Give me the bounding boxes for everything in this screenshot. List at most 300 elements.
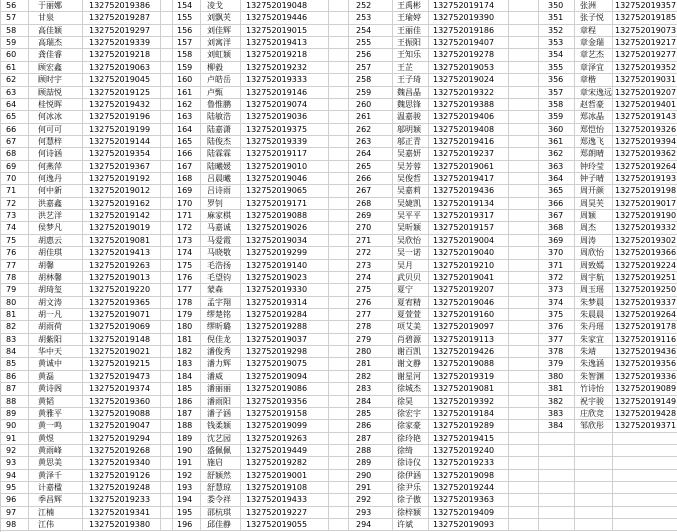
cell-phone[interactable]: 132752019053 <box>429 62 509 74</box>
empty-cell[interactable] <box>539 433 575 445</box>
cell-phone[interactable]: 132752019436 <box>613 346 677 358</box>
empty-cell[interactable] <box>161 235 173 247</box>
empty-cell[interactable] <box>509 87 539 99</box>
cell-phone[interactable]: 132752019415 <box>429 433 509 445</box>
cell-name[interactable]: 周开颜 <box>575 185 613 197</box>
cell-name[interactable]: 邬正青 <box>393 136 429 148</box>
cell-name[interactable]: 陆俊杰 <box>201 136 241 148</box>
cell-name[interactable]: 周宇航 <box>575 272 613 284</box>
empty-cell[interactable] <box>509 148 539 160</box>
cell-index[interactable]: 381 <box>539 383 575 395</box>
cell-phone[interactable]: 132752019289 <box>429 420 509 432</box>
cell-index[interactable]: 86 <box>1 371 29 383</box>
cell-phone[interactable]: 132752019098 <box>429 470 509 482</box>
cell-index[interactable]: 378 <box>539 346 575 358</box>
cell-phone[interactable]: 132752019013 <box>83 272 161 284</box>
empty-cell[interactable] <box>509 408 539 420</box>
cell-name[interactable]: 邵杭琪 <box>201 507 241 519</box>
empty-cell[interactable] <box>161 445 173 457</box>
cell-index[interactable]: 288 <box>349 445 393 457</box>
cell-name[interactable]: 黄思美 <box>29 457 83 469</box>
cell-index[interactable]: 353 <box>539 37 575 49</box>
empty-cell[interactable] <box>329 445 349 457</box>
cell-index[interactable]: 84 <box>1 346 29 358</box>
cell-index[interactable]: 162 <box>173 99 201 111</box>
cell-name[interactable]: 华中天 <box>29 346 83 358</box>
cell-name[interactable]: 邱佳静 <box>201 519 241 531</box>
cell-index[interactable]: 61 <box>1 62 29 74</box>
empty-cell[interactable] <box>161 12 173 24</box>
empty-cell[interactable] <box>329 284 349 296</box>
cell-index[interactable]: 256 <box>349 49 393 61</box>
cell-name[interactable]: 徐尹乐 <box>393 482 429 494</box>
cell-phone[interactable]: 132752019294 <box>83 433 161 445</box>
cell-name[interactable]: 章宋逸远 <box>575 87 613 99</box>
cell-phone[interactable]: 132752019263 <box>241 433 329 445</box>
cell-name[interactable]: 倪佳龙 <box>201 334 241 346</box>
cell-phone[interactable]: 132752019284 <box>241 309 329 321</box>
cell-name[interactable]: 麻家棋 <box>201 210 241 222</box>
empty-cell[interactable] <box>509 99 539 111</box>
cell-phone[interactable]: 132752019240 <box>429 445 509 457</box>
cell-name[interactable]: 章艺杰 <box>575 49 613 61</box>
empty-cell[interactable] <box>329 222 349 234</box>
empty-cell[interactable] <box>509 74 539 86</box>
empty-cell[interactable] <box>329 25 349 37</box>
empty-cell[interactable] <box>329 185 349 197</box>
cell-phone[interactable]: 132752019360 <box>83 396 161 408</box>
cell-phone[interactable]: 132752019352 <box>613 62 677 74</box>
cell-index[interactable]: 196 <box>173 519 201 531</box>
cell-phone[interactable]: 132752019158 <box>241 408 329 420</box>
cell-name[interactable]: 徐伊涵 <box>393 470 429 482</box>
cell-phone[interactable]: 132752019190 <box>613 210 677 222</box>
cell-index[interactable]: 271 <box>349 235 393 247</box>
cell-index[interactable]: 81 <box>1 309 29 321</box>
cell-phone[interactable]: 132752019357 <box>613 0 677 12</box>
empty-cell[interactable] <box>329 482 349 494</box>
empty-cell[interactable] <box>161 519 173 531</box>
cell-index[interactable]: 287 <box>349 433 393 445</box>
cell-phone[interactable]: 132752019097 <box>429 321 509 333</box>
cell-phone[interactable]: 132752019199 <box>83 124 161 136</box>
cell-index[interactable]: 58 <box>1 25 29 37</box>
cell-name[interactable]: 章程 <box>575 25 613 37</box>
cell-index[interactable]: 73 <box>1 210 29 222</box>
cell-name[interactable]: 项艾美 <box>393 321 429 333</box>
cell-index[interactable]: 164 <box>173 124 201 136</box>
cell-index[interactable]: 292 <box>349 494 393 506</box>
cell-phone[interactable]: 132752019210 <box>429 260 509 272</box>
cell-index[interactable]: 184 <box>173 371 201 383</box>
cell-index[interactable]: 65 <box>1 111 29 123</box>
cell-phone[interactable]: 132752019417 <box>429 173 509 185</box>
empty-cell[interactable] <box>509 470 539 482</box>
empty-cell[interactable] <box>161 198 173 210</box>
cell-name[interactable]: 何慧梓 <box>29 136 83 148</box>
empty-cell[interactable] <box>509 519 539 531</box>
cell-phone[interactable]: 132752019330 <box>241 284 329 296</box>
cell-name[interactable]: 何燕萍 <box>29 161 83 173</box>
cell-index[interactable]: 358 <box>539 99 575 111</box>
cell-name[interactable]: 周颖 <box>575 210 613 222</box>
cell-index[interactable]: 176 <box>173 272 201 284</box>
cell-name[interactable]: 吴婕凯 <box>393 198 429 210</box>
empty-cell[interactable] <box>509 494 539 506</box>
empty-cell[interactable] <box>539 470 575 482</box>
empty-cell[interactable] <box>613 457 677 469</box>
empty-cell[interactable] <box>509 198 539 210</box>
cell-index[interactable]: 375 <box>539 309 575 321</box>
cell-index[interactable]: 282 <box>349 371 393 383</box>
empty-cell[interactable] <box>539 519 575 531</box>
cell-phone[interactable]: 132752019162 <box>83 198 161 210</box>
cell-index[interactable]: 74 <box>1 222 29 234</box>
cell-index[interactable]: 171 <box>173 210 201 222</box>
cell-phone[interactable]: 132752019081 <box>429 383 509 395</box>
cell-index[interactable]: 291 <box>349 482 393 494</box>
cell-index[interactable]: 177 <box>173 284 201 296</box>
cell-phone[interactable]: 132752019046 <box>429 297 509 309</box>
cell-phone[interactable]: 132752019375 <box>241 124 329 136</box>
cell-phone[interactable]: 132752019186 <box>429 25 509 37</box>
empty-cell[interactable] <box>161 111 173 123</box>
empty-cell[interactable] <box>329 457 349 469</box>
cell-phone[interactable]: 132752019088 <box>241 210 329 222</box>
cell-phone[interactable]: 132752019001 <box>241 470 329 482</box>
empty-cell[interactable] <box>161 173 173 185</box>
cell-index[interactable]: 260 <box>349 99 393 111</box>
empty-cell[interactable] <box>509 260 539 272</box>
cell-index[interactable]: 280 <box>349 346 393 358</box>
cell-name[interactable]: 郑恺怡 <box>575 124 613 136</box>
cell-index[interactable]: 96 <box>1 494 29 506</box>
cell-name[interactable]: 计嘉楹 <box>29 482 83 494</box>
cell-index[interactable]: 380 <box>539 371 575 383</box>
cell-phone[interactable]: 132752019012 <box>83 185 161 197</box>
cell-name[interactable]: 朱逸涵 <box>575 358 613 370</box>
cell-index[interactable]: 286 <box>349 420 393 432</box>
cell-index[interactable]: 186 <box>173 396 201 408</box>
cell-phone[interactable]: 132752019354 <box>83 148 161 160</box>
cell-phone[interactable]: 132752019319 <box>429 371 509 383</box>
cell-index[interactable]: 62 <box>1 74 29 86</box>
cell-phone[interactable]: 132752019125 <box>83 87 161 99</box>
cell-name[interactable]: 钟子晴 <box>575 173 613 185</box>
empty-cell[interactable] <box>329 494 349 506</box>
cell-phone[interactable]: 132752019015 <box>241 25 329 37</box>
cell-index[interactable]: 188 <box>173 420 201 432</box>
cell-name[interactable]: 沈艺园 <box>201 433 241 445</box>
cell-phone[interactable]: 132752019336 <box>613 371 677 383</box>
cell-phone[interactable]: 132752019031 <box>613 74 677 86</box>
cell-index[interactable]: 60 <box>1 49 29 61</box>
cell-phone[interactable]: 132752019341 <box>83 507 161 519</box>
empty-cell[interactable] <box>161 408 173 420</box>
empty-cell[interactable] <box>161 185 173 197</box>
cell-index[interactable]: 368 <box>539 222 575 234</box>
cell-name[interactable]: 胡一凡 <box>29 309 83 321</box>
empty-cell[interactable] <box>509 507 539 519</box>
cell-index[interactable]: 93 <box>1 457 29 469</box>
empty-cell[interactable] <box>509 12 539 24</box>
cell-index[interactable]: 178 <box>173 297 201 309</box>
cell-name[interactable]: 施启 <box>201 457 241 469</box>
cell-phone[interactable]: 132752019184 <box>429 408 509 420</box>
cell-name[interactable]: 盛佩佩 <box>201 445 241 457</box>
cell-phone[interactable]: 132752019263 <box>83 260 161 272</box>
cell-name[interactable]: 陆敏浩 <box>201 111 241 123</box>
empty-cell[interactable] <box>329 148 349 160</box>
cell-name[interactable]: 徐宏宇 <box>393 408 429 420</box>
cell-phone[interactable]: 132752019063 <box>83 62 161 74</box>
empty-cell[interactable] <box>329 408 349 420</box>
cell-index[interactable]: 360 <box>539 124 575 136</box>
cell-phone[interactable]: 132752019428 <box>613 408 677 420</box>
cell-index[interactable]: 259 <box>349 87 393 99</box>
empty-cell[interactable] <box>329 0 349 12</box>
empty-cell[interactable] <box>575 457 613 469</box>
cell-name[interactable]: 潘威 <box>201 371 241 383</box>
empty-cell[interactable] <box>161 161 173 173</box>
cell-index[interactable]: 71 <box>1 185 29 197</box>
empty-cell[interactable] <box>509 433 539 445</box>
empty-cell[interactable] <box>509 334 539 346</box>
empty-cell[interactable] <box>539 482 575 494</box>
cell-index[interactable]: 89 <box>1 408 29 420</box>
empty-cell[interactable] <box>509 346 539 358</box>
empty-cell[interactable] <box>509 420 539 432</box>
cell-name[interactable]: 胡佳琪 <box>29 247 83 259</box>
cell-phone[interactable]: 132752019407 <box>429 37 509 49</box>
cell-phone[interactable]: 132752019337 <box>613 297 677 309</box>
cell-index[interactable]: 159 <box>173 62 201 74</box>
cell-index[interactable]: 158 <box>173 49 201 61</box>
cell-name[interactable]: 黄诚中 <box>29 358 83 370</box>
empty-cell[interactable] <box>329 396 349 408</box>
empty-cell[interactable] <box>161 494 173 506</box>
empty-cell[interactable] <box>329 358 349 370</box>
cell-index[interactable]: 365 <box>539 185 575 197</box>
cell-phone[interactable]: 132752019174 <box>429 0 509 12</box>
empty-cell[interactable] <box>329 519 349 531</box>
cell-phone[interactable]: 132752019045 <box>83 74 161 86</box>
cell-phone[interactable]: 132752019218 <box>241 49 329 61</box>
cell-index[interactable]: 193 <box>173 482 201 494</box>
cell-phone[interactable]: 132752019227 <box>241 507 329 519</box>
cell-name[interactable]: 周致嫣 <box>575 260 613 272</box>
cell-index[interactable]: 187 <box>173 408 201 420</box>
cell-index[interactable]: 356 <box>539 74 575 86</box>
cell-phone[interactable]: 132752019218 <box>83 49 161 61</box>
cell-index[interactable]: 355 <box>539 62 575 74</box>
cell-phone[interactable]: 132752019436 <box>429 185 509 197</box>
cell-name[interactable]: 章金瑞 <box>575 37 613 49</box>
cell-phone[interactable]: 132752019394 <box>613 136 677 148</box>
cell-name[interactable]: 朱丹瑶 <box>575 321 613 333</box>
cell-index[interactable]: 372 <box>539 272 575 284</box>
cell-index[interactable]: 75 <box>1 235 29 247</box>
empty-cell[interactable] <box>161 507 173 519</box>
empty-cell[interactable] <box>329 173 349 185</box>
empty-cell[interactable] <box>161 396 173 408</box>
cell-name[interactable]: 钱柔颖 <box>201 420 241 432</box>
cell-index[interactable]: 276 <box>349 297 393 309</box>
cell-name[interactable]: 邬明颖 <box>393 124 429 136</box>
empty-cell[interactable] <box>329 12 349 24</box>
empty-cell[interactable] <box>161 260 173 272</box>
cell-index[interactable]: 57 <box>1 12 29 24</box>
cell-phone[interactable]: 132752019075 <box>241 358 329 370</box>
cell-phone[interactable]: 132752019432 <box>83 99 161 111</box>
cell-phone[interactable]: 132752019017 <box>613 198 677 210</box>
cell-name[interactable]: 邹欣彤 <box>575 420 613 432</box>
cell-name[interactable]: 徐绮 <box>393 445 429 457</box>
cell-name[interactable]: 马爱霞 <box>201 235 241 247</box>
cell-phone[interactable]: 132752019065 <box>241 185 329 197</box>
cell-phone[interactable]: 132752019117 <box>241 148 329 160</box>
cell-index[interactable]: 157 <box>173 37 201 49</box>
cell-index[interactable]: 97 <box>1 507 29 519</box>
cell-index[interactable]: 182 <box>173 346 201 358</box>
empty-cell[interactable] <box>613 519 677 531</box>
cell-index[interactable]: 354 <box>539 49 575 61</box>
cell-index[interactable]: 195 <box>173 507 201 519</box>
cell-index[interactable]: 279 <box>349 334 393 346</box>
cell-index[interactable]: 264 <box>349 148 393 160</box>
cell-name[interactable]: 桂悦晖 <box>29 99 83 111</box>
empty-cell[interactable] <box>161 297 173 309</box>
empty-cell[interactable] <box>329 87 349 99</box>
cell-name[interactable]: 张子悦 <box>575 12 613 24</box>
cell-index[interactable]: 275 <box>349 284 393 296</box>
cell-phone[interactable]: 132752019160 <box>429 309 509 321</box>
cell-name[interactable]: 周欣怡 <box>575 247 613 259</box>
cell-name[interactable]: 侯梦凡 <box>29 222 83 234</box>
cell-name[interactable]: 鲁惟鹏 <box>201 99 241 111</box>
cell-name[interactable]: 吴月 <box>393 260 429 272</box>
empty-cell[interactable] <box>161 210 173 222</box>
cell-index[interactable]: 371 <box>539 260 575 272</box>
cell-name[interactable]: 吴欣怡 <box>393 235 429 247</box>
cell-phone[interactable]: 132752019215 <box>83 358 161 370</box>
cell-index[interactable]: 191 <box>173 457 201 469</box>
cell-name[interactable]: 胡林馨 <box>29 272 83 284</box>
cell-name[interactable]: 吴昕颖 <box>393 222 429 234</box>
empty-cell[interactable] <box>613 433 677 445</box>
empty-cell[interactable] <box>329 210 349 222</box>
empty-cell[interactable] <box>329 247 349 259</box>
cell-phone[interactable]: 132752019248 <box>83 482 161 494</box>
empty-cell[interactable] <box>329 272 349 284</box>
cell-phone[interactable]: 132752019367 <box>83 161 161 173</box>
cell-index[interactable]: 63 <box>1 87 29 99</box>
cell-phone[interactable]: 132752019366 <box>613 247 677 259</box>
cell-index[interactable]: 294 <box>349 519 393 531</box>
cell-name[interactable]: 徐子傲 <box>393 494 429 506</box>
cell-phone[interactable]: 132752019041 <box>429 272 509 284</box>
cell-phone[interactable]: 132752019268 <box>83 445 161 457</box>
empty-cell[interactable] <box>509 321 539 333</box>
cell-name[interactable]: 江伟 <box>29 519 83 531</box>
cell-name[interactable]: 柳毅 <box>201 62 241 74</box>
cell-phone[interactable]: 132752019277 <box>613 49 677 61</box>
cell-index[interactable]: 68 <box>1 148 29 160</box>
cell-index[interactable]: 274 <box>349 272 393 284</box>
cell-index[interactable]: 362 <box>539 148 575 160</box>
cell-phone[interactable]: 132752019365 <box>83 297 161 309</box>
cell-index[interactable]: 273 <box>349 260 393 272</box>
empty-cell[interactable] <box>329 346 349 358</box>
cell-phone[interactable]: 132752019340 <box>83 457 161 469</box>
cell-phone[interactable]: 132752019298 <box>241 346 329 358</box>
cell-phone[interactable]: 132752019073 <box>613 25 677 37</box>
empty-cell[interactable] <box>329 161 349 173</box>
empty-cell[interactable] <box>161 284 173 296</box>
cell-phone[interactable]: 132752019081 <box>83 235 161 247</box>
cell-name[interactable]: 洪嘉鑫 <box>29 198 83 210</box>
cell-phone[interactable]: 132752019409 <box>429 507 509 519</box>
cell-name[interactable]: 胡文涛 <box>29 297 83 309</box>
cell-phone[interactable]: 132752019185 <box>613 12 677 24</box>
cell-index[interactable]: 190 <box>173 445 201 457</box>
cell-index[interactable]: 83 <box>1 334 29 346</box>
cell-name[interactable]: 高瑞杰 <box>29 37 83 49</box>
cell-index[interactable]: 87 <box>1 383 29 395</box>
empty-cell[interactable] <box>509 37 539 49</box>
cell-phone[interactable]: 132752019287 <box>83 12 161 24</box>
cell-phone[interactable]: 132752019040 <box>429 247 509 259</box>
cell-index[interactable]: 376 <box>539 321 575 333</box>
cell-name[interactable]: 章楷 <box>575 74 613 86</box>
cell-index[interactable]: 66 <box>1 124 29 136</box>
cell-name[interactable]: 陆曦媛 <box>201 161 241 173</box>
cell-index[interactable]: 90 <box>1 420 29 432</box>
cell-index[interactable]: 156 <box>173 25 201 37</box>
cell-index[interactable]: 161 <box>173 87 201 99</box>
empty-cell[interactable] <box>575 433 613 445</box>
cell-phone[interactable]: 132752019146 <box>241 87 329 99</box>
cell-name[interactable]: 徐家豪 <box>393 420 429 432</box>
cell-index[interactable]: 268 <box>349 198 393 210</box>
cell-index[interactable]: 262 <box>349 124 393 136</box>
cell-phone[interactable]: 132752019143 <box>613 111 677 123</box>
cell-phone[interactable]: 132752019086 <box>241 383 329 395</box>
cell-phone[interactable]: 132752019314 <box>241 297 329 309</box>
cell-name[interactable]: 吴平平 <box>393 210 429 222</box>
cell-name[interactable]: 魏思锋 <box>393 99 429 111</box>
empty-cell[interactable] <box>329 111 349 123</box>
cell-name[interactable]: 陆霖霖 <box>201 148 241 160</box>
cell-name[interactable]: 何逸丹 <box>29 173 83 185</box>
cell-name[interactable]: 胡琦玺 <box>29 284 83 296</box>
empty-cell[interactable] <box>329 383 349 395</box>
cell-name[interactable]: 徐玲艳 <box>393 433 429 445</box>
cell-index[interactable]: 180 <box>173 321 201 333</box>
cell-phone[interactable]: 132752019088 <box>83 408 161 420</box>
cell-index[interactable]: 168 <box>173 173 201 185</box>
cell-index[interactable]: 80 <box>1 297 29 309</box>
cell-index[interactable]: 281 <box>349 358 393 370</box>
cell-name[interactable]: 谢文静 <box>393 358 429 370</box>
cell-name[interactable]: 王丽佳 <box>393 25 429 37</box>
cell-phone[interactable]: 132752019094 <box>241 371 329 383</box>
empty-cell[interactable] <box>161 383 173 395</box>
cell-index[interactable]: 163 <box>173 111 201 123</box>
cell-index[interactable]: 352 <box>539 25 575 37</box>
cell-index[interactable]: 252 <box>349 0 393 12</box>
cell-phone[interactable]: 132752019416 <box>429 136 509 148</box>
